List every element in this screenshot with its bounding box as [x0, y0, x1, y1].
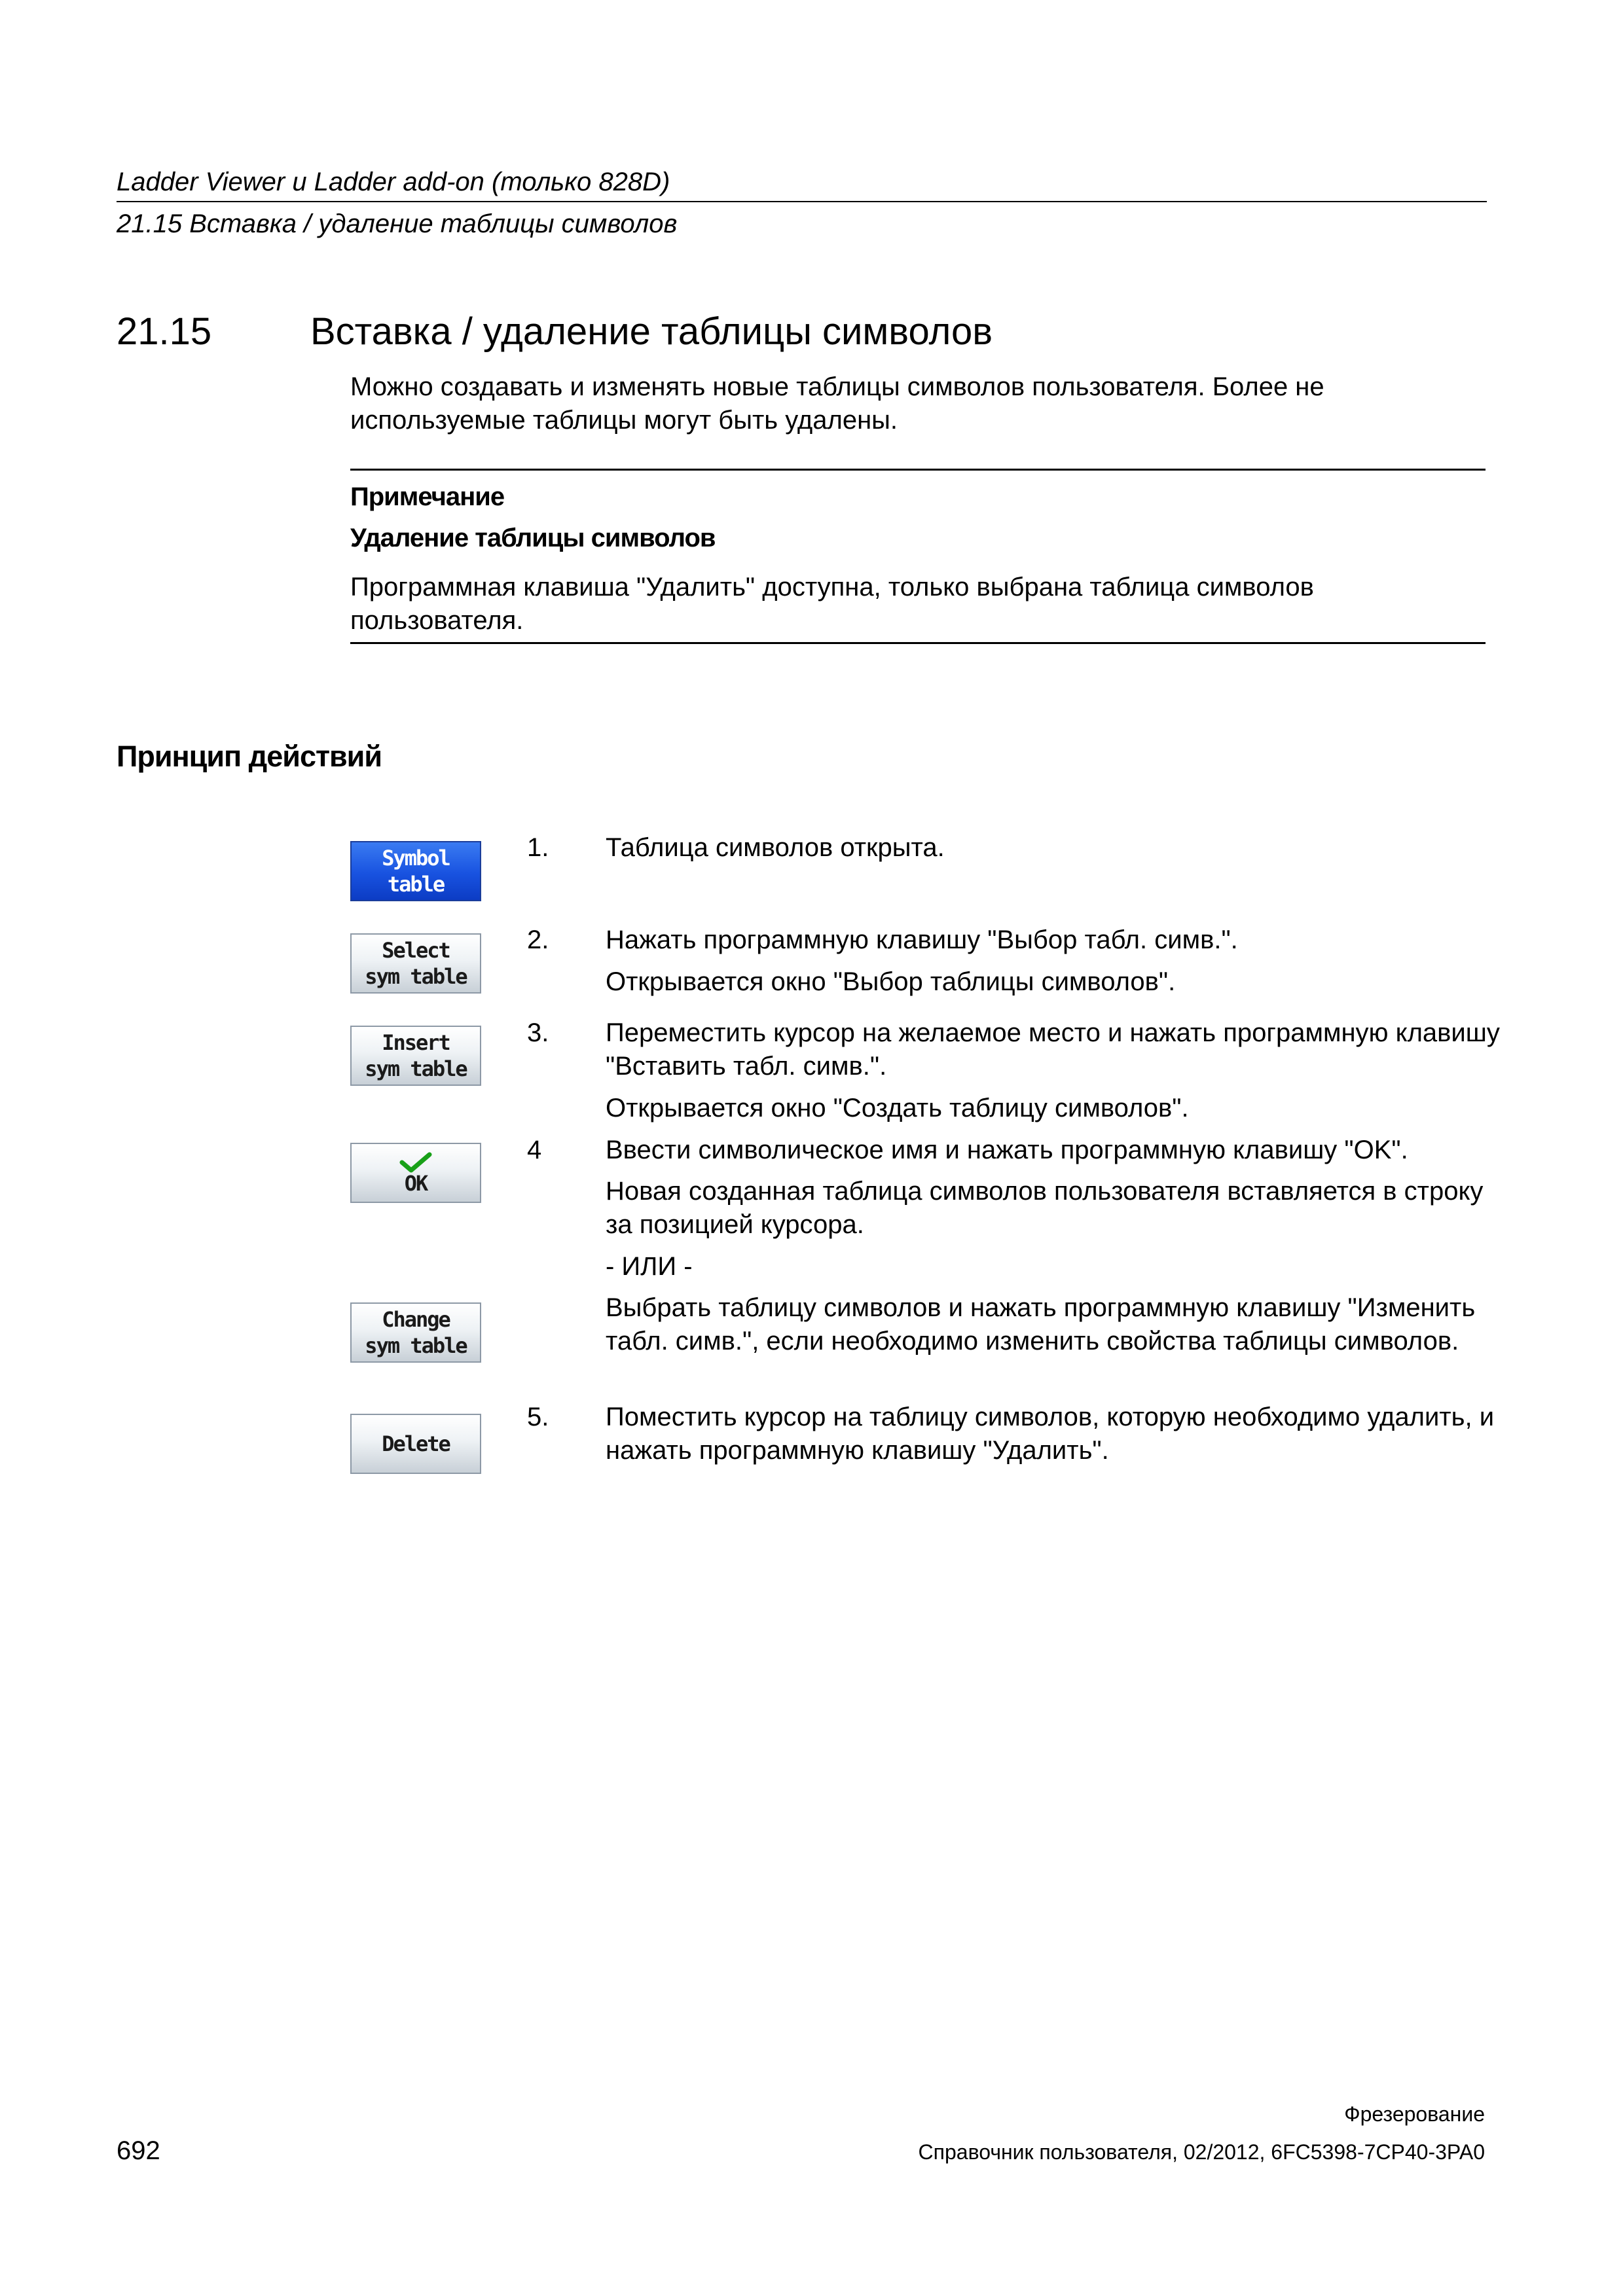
or-separator: - ИЛИ - [606, 1252, 693, 1281]
running-header-chapter: Ladder Viewer и Ladder add-on (только 828D) [117, 168, 670, 196]
softkey-label-line1: Select [382, 938, 450, 963]
softkey-label-line2: sym table [365, 964, 467, 989]
step-text: Таблица символов открыта. [606, 833, 945, 862]
step-number: 1. [527, 833, 549, 862]
running-header-section: 21.15 Вставка / удаление таблицы символов [117, 209, 678, 238]
intro-paragraph: Можно создавать и изменять новые таблицы символов пользователя. Более не используемые таблицы могут быть удалены. [350, 372, 1324, 435]
section-title: Вставка / удаление таблицы символов [310, 310, 993, 353]
note-text: Программная клавиша "Удалить" доступна, только выбрана таблица символов пользователя. [350, 573, 1314, 635]
softkey-label-line1: Insert [382, 1030, 450, 1055]
section-number: 21.15 [117, 310, 212, 353]
procedure-heading: Принцип действий [117, 740, 382, 773]
delete-softkey[interactable] [350, 1414, 481, 1474]
insert-sym-table-softkey[interactable] [350, 1026, 481, 1086]
softkey-label-line1: Change [382, 1307, 450, 1332]
checkmark-icon [398, 1152, 433, 1173]
step-text: Переместить курсор на желаемое место и нажать программную клавишу "Вставить табл. симв.". [606, 1018, 1500, 1081]
softkey-label-line2: sym table [365, 1333, 467, 1358]
step-text: Выбрать таблицу символов и нажать программную клавишу "Изменить табл. симв.", если необходимо изменить свойства таблицы символов. [606, 1293, 1476, 1355]
softkey-label-line1: Symbol [382, 846, 450, 870]
softkey-label-line1: Delete [382, 1431, 450, 1456]
step-text: Открывается окно "Создать таблицу символов". [606, 1094, 1189, 1122]
softkey-label-line1: OK [404, 1171, 428, 1196]
ok-softkey[interactable] [350, 1143, 481, 1203]
footer-product: Фрезерование [1344, 2102, 1485, 2126]
note-top-rule [350, 469, 1486, 471]
step-text: Поместить курсор на таблицу символов, которую необходимо удалить, и нажать программную клавишу "Удалить". [606, 1403, 1495, 1465]
step-text: Новая созданная таблица символов пользователя вставляется в строку за позицией курсора. [606, 1177, 1484, 1239]
header-divider [117, 201, 1487, 202]
step-text: Нажать программную клавишу "Выбор табл. симв.". [606, 925, 1238, 954]
footer-manual: Справочник пользователя, 02/2012, 6FC5398-7CP40-3PA0 [918, 2140, 1485, 2164]
softkey-label-line2: table [387, 872, 445, 897]
note-bottom-rule [350, 642, 1486, 644]
step-number: 2. [527, 925, 549, 954]
step-text: Открывается окно "Выбор таблицы символов". [606, 967, 1176, 996]
softkey-label-line2: sym table [365, 1056, 467, 1081]
note-label: Примечание [350, 482, 505, 511]
step-number: 3. [527, 1018, 549, 1047]
step-number: 4 [527, 1136, 542, 1164]
select-sym-table-softkey[interactable] [350, 933, 481, 994]
change-sym-table-softkey[interactable] [350, 1302, 481, 1363]
symbol-table-softkey[interactable] [350, 841, 481, 901]
step-text: Ввести символическое имя и нажать программную клавишу "OK". [606, 1136, 1408, 1164]
step-number: 5. [527, 1403, 549, 1431]
note-heading: Удаление таблицы символов [350, 524, 716, 552]
page-number: 692 [117, 2136, 160, 2165]
